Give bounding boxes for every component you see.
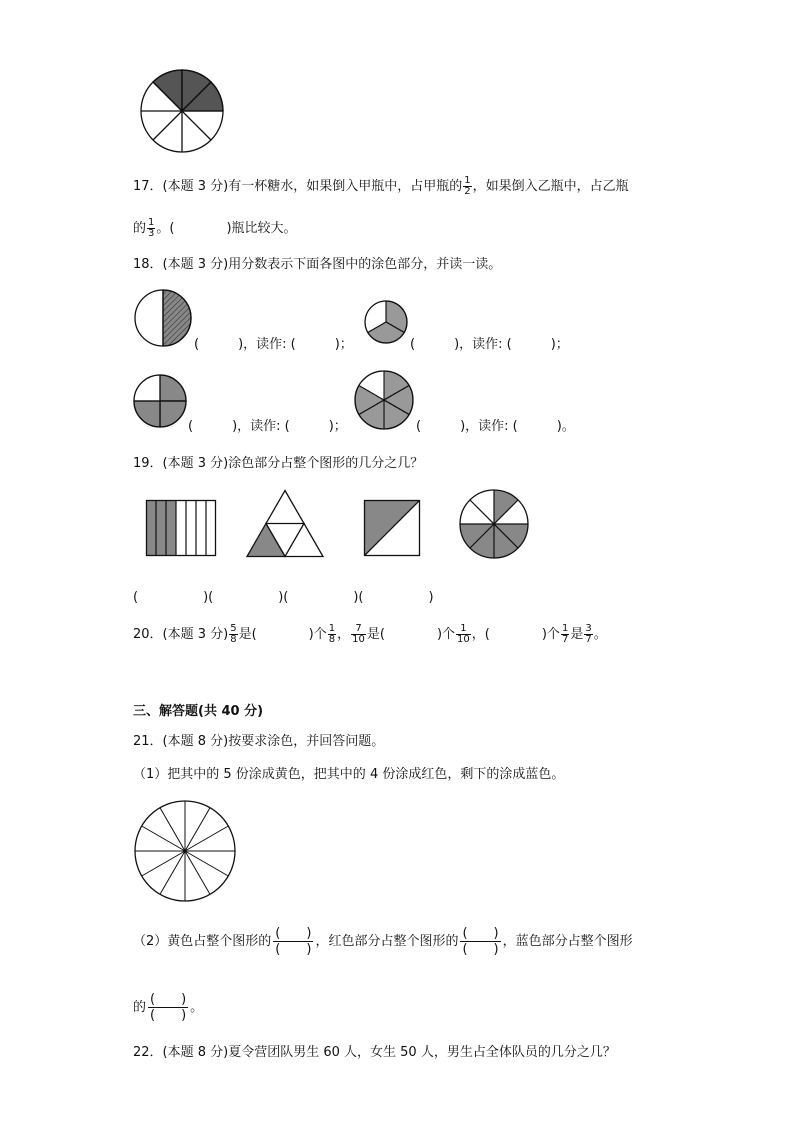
q18-title: 18．(本题 3 分)用分数表示下面各图中的涂色部分，并读一读。 [133, 257, 502, 272]
q19-title: 19．(本题 3 分)涂色部分占整个图形的几分之几？ [133, 456, 424, 471]
q20-frac-7-10: $\frac{7}{10}$ [352, 623, 365, 645]
q21-yellow-fraction-blank[interactable]: ( ) ( ) [275, 926, 312, 957]
q17-text-mid: ，如果倒入乙瓶中，占乙瓶 [472, 179, 629, 194]
q21-part2-line1 [133, 926, 633, 957]
q20-prefix: 20．(本题 3 分) [133, 627, 229, 642]
q18-row2-blank-b[interactable]: ( )，读作: ( )。 [416, 419, 575, 434]
q20-line [133, 624, 607, 645]
q18-half-circle [134, 289, 192, 347]
q20-frac-1-8: $\frac{1}{8}$ [328, 623, 336, 645]
q17-frac-1: $\frac{1}{2}$ [464, 175, 471, 197]
q21-title: 21．(本题 8 分)按要求涂色，并回答问题。 [133, 734, 385, 749]
q20-blank-2[interactable]: 是( )个 [366, 627, 456, 642]
q18-quarter-circle [133, 374, 187, 428]
q19-square-diagonal [364, 500, 420, 556]
circle-eighths-figure [140, 69, 224, 153]
q20-blank-1[interactable]: 是( )个 [238, 627, 327, 642]
q21-part2-text-b: ，红色部分占整个图形的 [315, 934, 459, 949]
q19-triangle [246, 490, 324, 558]
q17-answer-blank[interactable]: 。( )瓶比较大。 [156, 221, 297, 236]
q19-circle-eighths [459, 489, 529, 559]
q21-circle-twelfths[interactable] [134, 800, 236, 902]
q18-row1-blank-a[interactable]: ( )，读作: ( )； [194, 337, 353, 352]
q17-frac-2: $\frac{1}{3}$ [148, 217, 155, 239]
q20-frac-5-8: $\frac{5}{8}$ [230, 623, 237, 645]
q21-blue-fraction-blank[interactable]: ( ) ( ) [150, 992, 187, 1023]
q21-part2-text-e: 。 [190, 1000, 204, 1015]
q20-blank-3[interactable]: ，( )个 [471, 627, 560, 642]
q21-part2-line2 [133, 992, 203, 1023]
q17-line2 [133, 218, 297, 239]
q17-line1 [133, 176, 629, 197]
q20-is: 是 [570, 627, 584, 642]
q18-row2-blank-a[interactable]: ( )，读作: ( )； [188, 419, 347, 434]
q17-text: 17．(本题 3 分)有一杯糖水，如果倒入甲瓶中，占甲瓶的 [133, 179, 463, 194]
q20-end: 。 [593, 627, 607, 642]
q21-part1: （1）把其中的 5 份涂成黄色，把其中的 4 份涂成红色，剩下的涂成蓝色。 [133, 767, 565, 782]
q19-answer-blanks[interactable]: ( )( )( )( ) [133, 590, 434, 605]
q21-part2-text-a: （2）黄色占整个图形的 [133, 934, 272, 949]
q19-striped-rectangle [146, 500, 216, 556]
q20-frac-1-7: $\frac{1}{7}$ [561, 623, 569, 645]
q17-line2-prefix: 的 [133, 221, 147, 236]
q18-row1-blank-b[interactable]: ( )，读作: ( )； [410, 337, 569, 352]
section-title: 三、解答题(共 40 分) [133, 704, 264, 719]
q20-sep: ， [337, 627, 351, 642]
q22-title: 22．(本题 8 分)夏令营团队男生 60 人，女生 50 人，男生占全体队员的几分之几？ [133, 1045, 616, 1060]
q21-red-fraction-blank[interactable]: ( ) ( ) [462, 926, 499, 957]
q20-frac-3-7: $\frac{3}{7}$ [585, 623, 592, 645]
q21-part2-text-c: ，蓝色部分占整个图形 [502, 934, 633, 949]
q18-sixth-circle [354, 370, 414, 430]
q18-third-circle [364, 300, 408, 344]
q20-frac-1-10: $\frac{1}{10}$ [457, 623, 470, 645]
q21-part2-text-d: 的 [133, 1000, 147, 1015]
